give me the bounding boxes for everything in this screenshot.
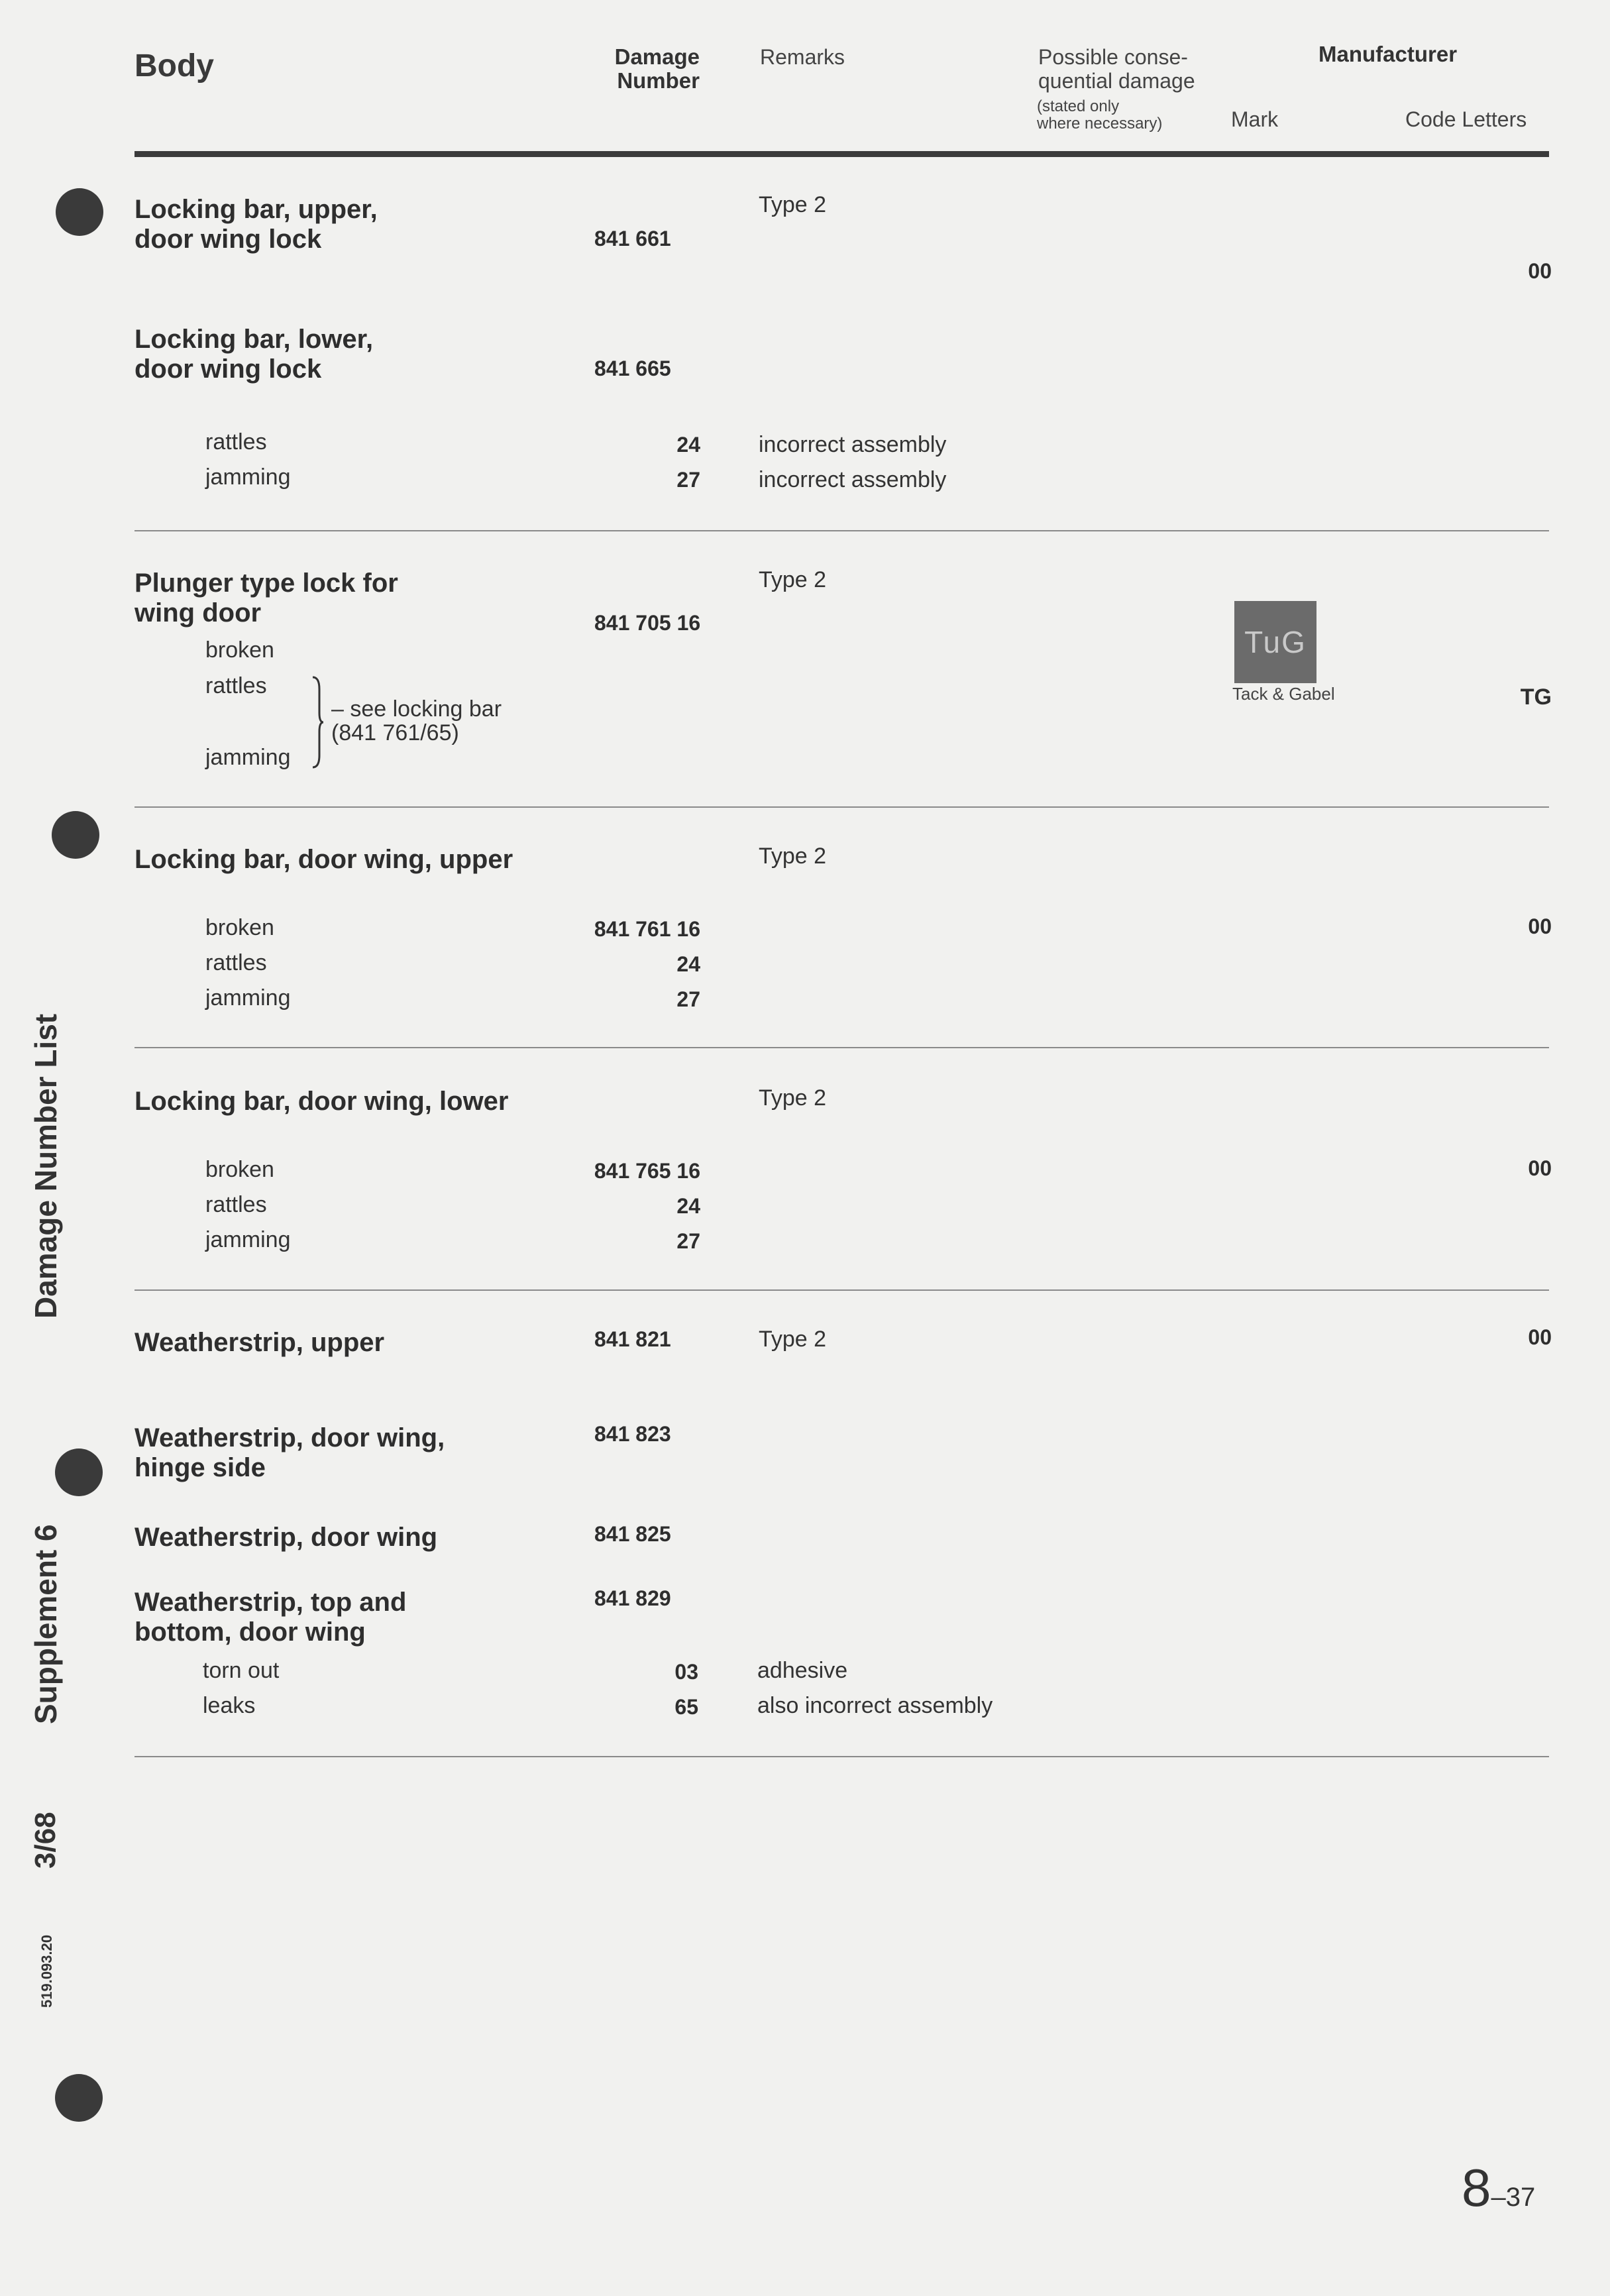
entry-title-line: door wing lock	[134, 355, 322, 384]
entry-title-line: Weatherstrip, top and	[134, 1588, 407, 1617]
code-letters: 00	[1528, 1156, 1552, 1180]
code-letters: 00	[1528, 259, 1552, 283]
entry-title-line: bottom, door wing	[134, 1617, 366, 1647]
entry-title: Locking bar, door wing, lower	[134, 1087, 509, 1116]
entry-title	[134, 1423, 445, 1483]
entry-title-line: Weatherstrip, door wing,	[134, 1423, 445, 1452]
divider	[134, 1289, 1549, 1291]
punch-hole	[52, 811, 99, 859]
entry-title	[134, 195, 378, 254]
manufacturer-mark: Tack & Gabel	[1232, 684, 1335, 704]
sub-item: jamming	[205, 1227, 291, 1252]
sub-number: 27	[676, 987, 700, 1011]
damage-number: 841 661	[594, 227, 671, 250]
header-rule	[134, 151, 1549, 157]
entry-title-line: Locking bar, upper,	[134, 195, 378, 224]
entry-title-line: wing door	[134, 598, 262, 628]
sub-number: 65	[674, 1695, 698, 1719]
entry-title: Locking bar, door wing, upper	[134, 845, 513, 874]
entry-title-line: Locking bar, lower,	[134, 325, 374, 354]
sub-number: 27	[676, 1229, 700, 1253]
page-number-main: 8	[1462, 2158, 1491, 2217]
sub-item: jamming	[205, 745, 291, 770]
sub-number: 27	[676, 468, 700, 492]
sidebar-supplement: Supplement 6	[28, 1524, 63, 1724]
sub-item: jamming	[205, 465, 291, 490]
sub-item: broken	[205, 915, 274, 940]
entry-title: Weatherstrip, door wing	[134, 1523, 438, 1552]
damage-number: 841 829	[594, 1586, 671, 1610]
sub-item: jamming	[205, 985, 291, 1011]
possible-line1: Possible conse-	[1038, 45, 1188, 69]
sub-number: 03	[674, 1660, 698, 1684]
sub-item: rattles	[205, 1192, 267, 1217]
page-number-sub: –37	[1491, 2183, 1536, 2212]
see-note	[331, 697, 502, 745]
code-letters-header: Code Letters	[1405, 107, 1527, 131]
sidebar-doc-code: 519.093.20	[38, 1934, 55, 2008]
damage-number: 841 823	[594, 1422, 671, 1446]
see-note-line: – see locking bar	[331, 696, 502, 722]
page-number	[1462, 2158, 1535, 2218]
sidebar-list-name: Damage Number List	[28, 1013, 63, 1319]
divider	[134, 806, 1549, 808]
sub-item: leaks	[203, 1693, 256, 1718]
entry-title	[134, 325, 373, 384]
sub-item: torn out	[203, 1658, 280, 1683]
brace-icon	[311, 676, 323, 769]
remark: Type 2	[759, 1085, 827, 1111]
punch-hole	[55, 1449, 103, 1496]
manufacturer-header: Manufacturer	[1318, 42, 1458, 66]
remark: incorrect assembly	[759, 467, 947, 492]
code-letters: TG	[1520, 684, 1552, 710]
damage-number: 841 665	[594, 356, 671, 380]
damage-number-header	[570, 45, 700, 93]
sub-item: broken	[205, 637, 274, 663]
possible-line2: quential damage	[1038, 69, 1195, 93]
remark: also incorrect assembly	[757, 1693, 993, 1718]
code-letters: 00	[1528, 914, 1552, 938]
damage-header-line2: Number	[617, 68, 700, 93]
damage-number: 841 705 16	[594, 611, 701, 635]
sub-item: rattles	[205, 950, 267, 975]
remark: Type 2	[759, 567, 827, 592]
sub-item: rattles	[205, 673, 267, 698]
sub-number: 24	[676, 952, 700, 976]
sidebar-date: 3/68	[29, 1812, 62, 1869]
possible-damage-header	[1038, 45, 1195, 93]
sub-number: 24	[676, 433, 700, 457]
section-title: Body	[134, 48, 214, 83]
sub-item: broken	[205, 1157, 274, 1182]
entry-title-line: door wing lock	[134, 225, 322, 254]
see-note-line: (841 761/65)	[331, 720, 459, 745]
divider	[134, 1756, 1549, 1757]
remark: incorrect assembly	[759, 432, 947, 457]
possible-note-line2: where necessary)	[1037, 115, 1163, 133]
entry-title-line: hinge side	[134, 1453, 266, 1482]
code-letters: 00	[1528, 1325, 1552, 1349]
sub-number: 841 765 16	[594, 1159, 700, 1183]
entry-title: Weatherstrip, upper	[134, 1328, 385, 1357]
possible-note-line1: (stated only	[1037, 97, 1120, 115]
damage-number: 841 825	[594, 1522, 671, 1546]
remark: adhesive	[757, 1658, 848, 1683]
entry-title	[134, 569, 398, 628]
remark: Type 2	[759, 844, 827, 869]
remarks-header: Remarks	[760, 45, 845, 69]
damage-header-line1: Damage	[614, 44, 700, 69]
entry-title-line: Plunger type lock for	[134, 569, 398, 598]
entry-title	[134, 1588, 406, 1647]
divider	[134, 530, 1549, 531]
sub-number: 841 761 16	[594, 917, 700, 941]
remark: Type 2	[759, 192, 827, 217]
sub-item: rattles	[205, 429, 267, 455]
punch-hole	[55, 2074, 103, 2122]
punch-hole	[56, 188, 103, 236]
divider	[134, 1047, 1549, 1048]
damage-number: 841 821	[594, 1327, 671, 1351]
remark: Type 2	[759, 1327, 827, 1352]
tug-logo: TuG	[1234, 601, 1316, 683]
sub-number: 24	[676, 1194, 700, 1218]
mark-header: Mark	[1231, 107, 1279, 131]
possible-note	[1037, 98, 1162, 133]
